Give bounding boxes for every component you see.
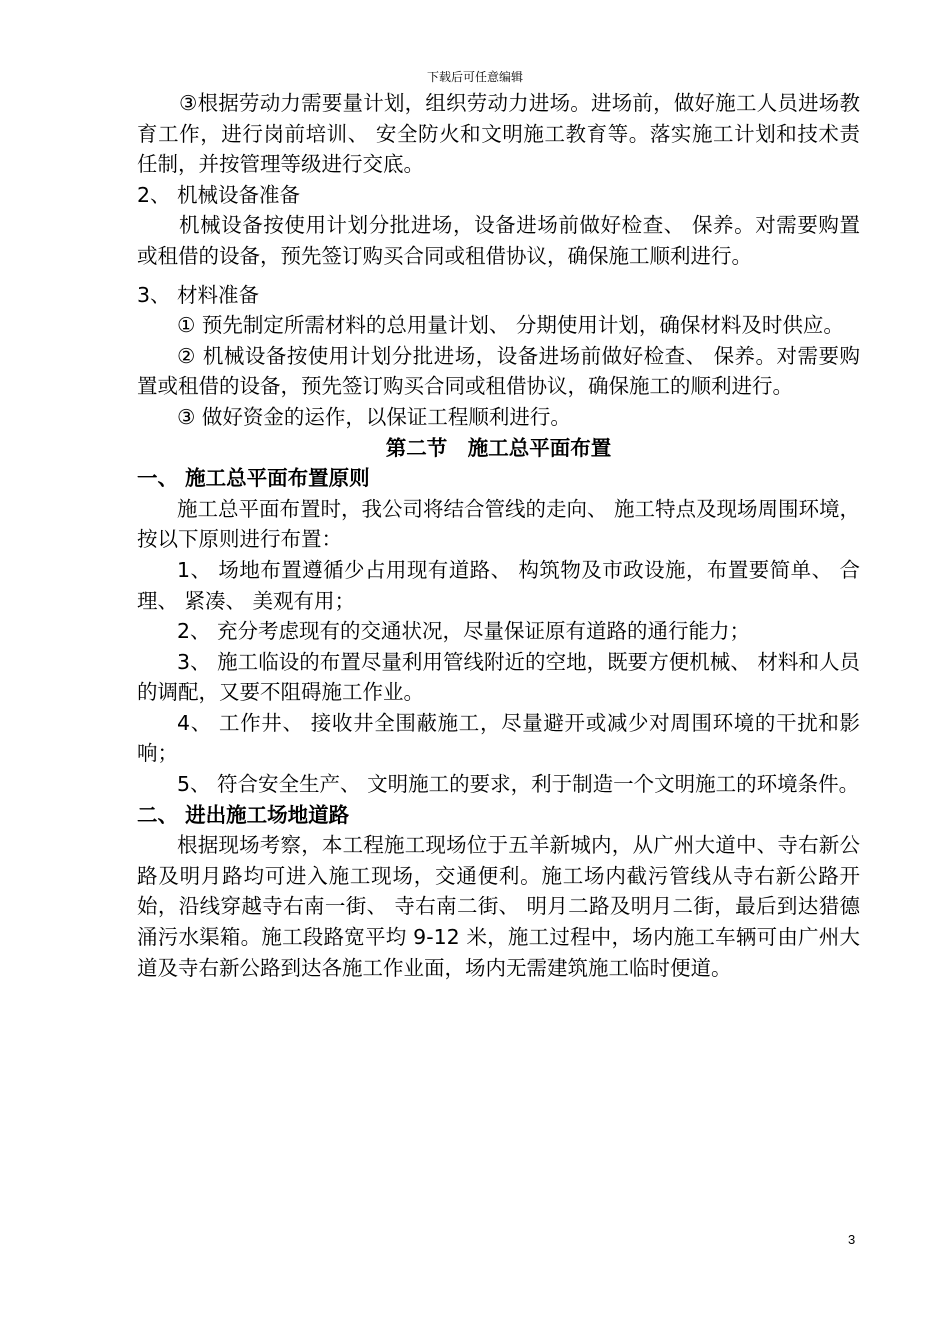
paragraph-site-roads: 根据现场考察，本工程施工现场位于五羊新城内，从广州大道中、寺右新公路及明月路均可进入施工现场，交通便利。施工场内截污管线从寺右新公路开始，沿线穿越寺右南一街、 寺右南二街、 明月二路及明月二街，最后到达猎德涌污水渠箱。施工段路宽平均 9-12 米，施工过程中，场内施工车辆可由广州大道及寺右新公路到达各施工作业面，场内无需建筑施工临时便道。 [137, 833, 860, 980]
list-item-principle-1: 1、 场地布置遵循少占用现有道路、 构筑物及市政设施，布置要简单、 合理、 紧凑、 美观有用； [137, 557, 860, 613]
list-item-principle-3: 3、 施工临设的布置尽量利用管线附近的空地，既要方便机械、 材料和人员的调配，又要不阻碍施工作业。 [137, 649, 860, 705]
paragraph-materials-2: ② 机械设备按使用计划分批进场，设备进场前做好检查、 保养。对需要购置或租借的设备，预先签订购买合同或租借协议，确保施工的顺利进行。 [137, 343, 860, 399]
paragraph-machinery: 机械设备按使用计划分批进场，设备进场前做好检查、 保养。对需要购置或租借的设备，预先签订购买合同或租借协议，确保施工顺利进行。 [137, 213, 860, 268]
page-number: 3 [848, 1232, 856, 1247]
heading-layout-principles: 一、 施工总平面布置原则 [137, 466, 370, 491]
paragraph-materials-1: ① 预先制定所需材料的总用量计划、 分期使用计划，确保材料及时供应。 [177, 313, 844, 338]
heading-materials: 3、 材料准备 [137, 282, 260, 307]
list-item-principle-2: 2、 充分考虑现有的交通状况，尽量保证原有道路的通行能力； [177, 619, 751, 644]
paragraph-materials-3: ③ 做好资金的运作，以保证工程顺利进行。 [177, 404, 571, 429]
section-title: 第二节 施工总平面布置 [385, 435, 612, 460]
list-item-principle-5: 5、 符合安全生产、 文明施工的要求，利于制造一个文明施工的环境条件。 [177, 772, 860, 797]
heading-machinery: 2、 机械设备准备 [137, 182, 301, 207]
paragraph-labor: ③根据劳动力需要量计划，组织劳动力进场。进场前，做好施工人员进场教育工作，进行岗前培训、 安全防火和文明施工教育等。落实施工计划和技术责任制，并按管理等级进行交底。 [137, 91, 860, 177]
heading-site-roads: 二、 进出施工场地道路 [137, 802, 350, 827]
paragraph-layout-intro: 施工总平面布置时，我公司将结合管线的走向、 施工特点及现场周围环境，按以下原则进行布置： [137, 496, 861, 552]
document-body [137, 88, 860, 983]
page-header: 下载后可任意编辑 [426, 70, 523, 84]
list-item-principle-4: 4、 工作井、 接收井全围蔽施工，尽量避开或减少对周围环境的干扰和影响； [137, 710, 860, 766]
